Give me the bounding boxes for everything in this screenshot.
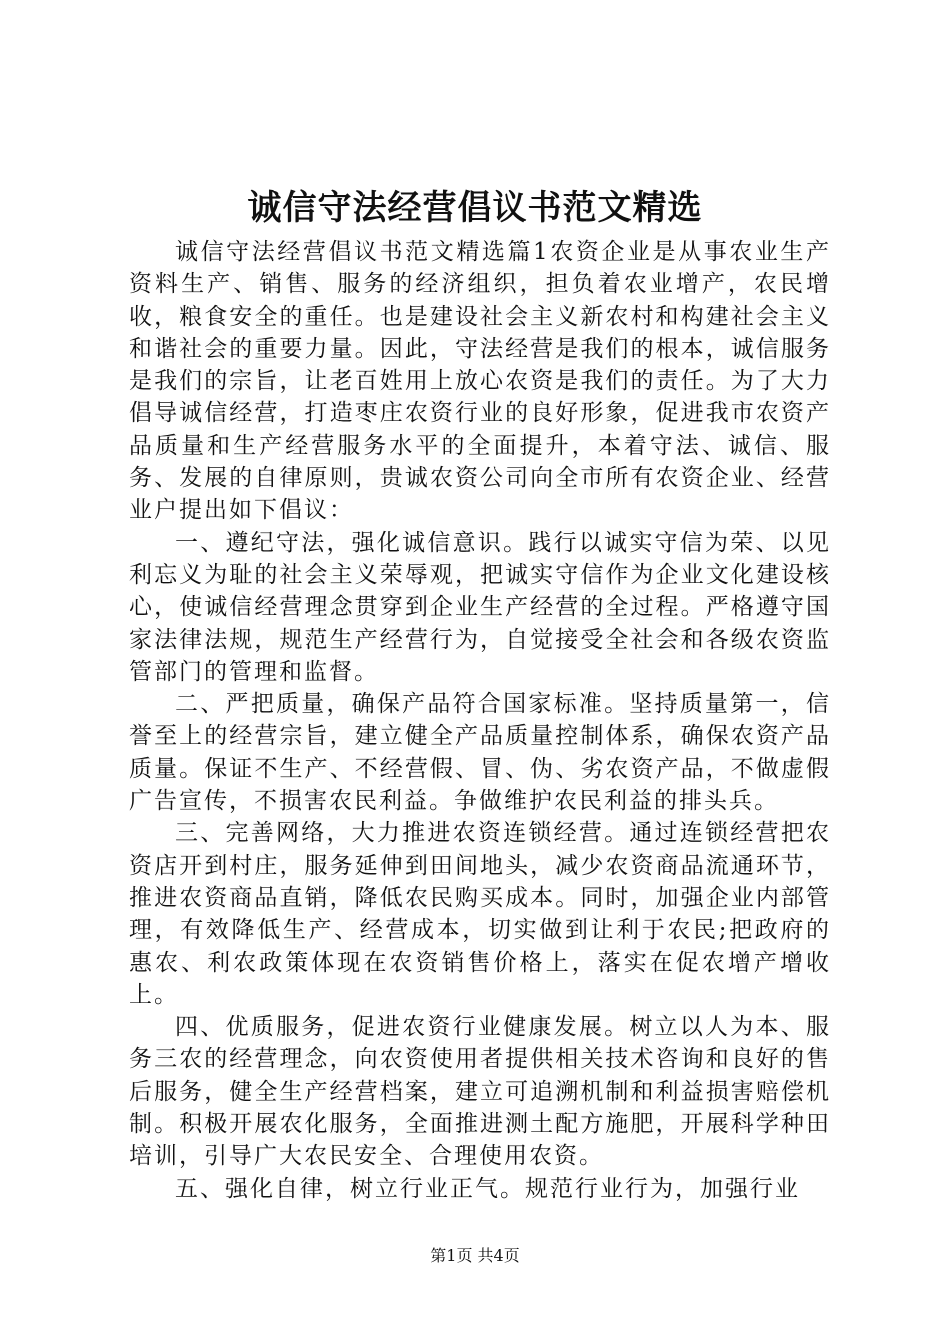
paragraph-5: 五、强化自律，树立行业正气。规范行业行为，加强行业	[175, 1175, 800, 1202]
document-title: 诚信守法经营倡议书范文精选	[247, 188, 703, 228]
document-body	[129, 236, 831, 1205]
page-number-footer: 第1页 共4页	[430, 1246, 520, 1265]
paragraph-4: 四、优质服务，促进农资行业健康发展。树立以人为本、服务三农的经营理念，向农资使用者提供相关技术咨询和良好的售后服务，健全生产经营档案，建立可追溯机制和利益损害赔偿机制。积极开展农化服务，全面推进测土配方施肥，开展科学种田培训，引导广大农民安全、合理使用农资。	[129, 1014, 831, 1170]
paragraph-2: 二、严把质量，确保产品符合国家标准。坚持质量第一，信誉至上的经营宗旨，建立健全产品质量控制体系，确保农资产品质量。保证不生产、不经营假、冒、伪、劣农资产品，不做虚假广告宣传，不损害农民利益。争做维护农民利益的排头兵。	[129, 691, 831, 815]
paragraph-1: 一、遵纪守法，强化诚信意识。践行以诚实守信为荣、以见利忘义为耻的社会主义荣辱观，把诚实守信作为企业文化建设核心，使诚信经营理念贯穿到企业生产经营的全过程。严格遵守国家法律法规，规范生产经营行为，自觉接受全社会和各级农资监管部门的管理和监督。	[129, 529, 831, 685]
paragraph-3: 三、完善网络，大力推进农资连锁经营。通过连锁经营把农资店开到村庄，服务延伸到田间地头，减少农资商品流通环节，推进农资商品直销，降低农民购买成本。同时，加强企业内部管理，有效降低生产、经营成本，切实做到让利于农民;把政府的惠农、利农政策体现在农资销售价格上，落实在促农增产增收上。	[129, 820, 831, 1008]
paragraph-intro: 诚信守法经营倡议书范文精选篇1农资企业是从事农业生产资料生产、销售、服务的经济组织，担负着农业增产，农民增收，粮食安全的重任。也是建设社会主义新农村和构建社会主义和谐社会的重要力量。因此，守法经营是我们的根本，诚信服务是我们的宗旨，让老百姓用上放心农资是我们的责任。为了大力倡导诚信经营，打造枣庄农资行业的良好形象，促进我市农资产品质量和生产经营服务水平的全面提升，本着守法、诚信、服务、发展的自律原则，贵诚农资公司向全市所有农资企业、经营业户提出如下倡议：	[129, 239, 831, 524]
